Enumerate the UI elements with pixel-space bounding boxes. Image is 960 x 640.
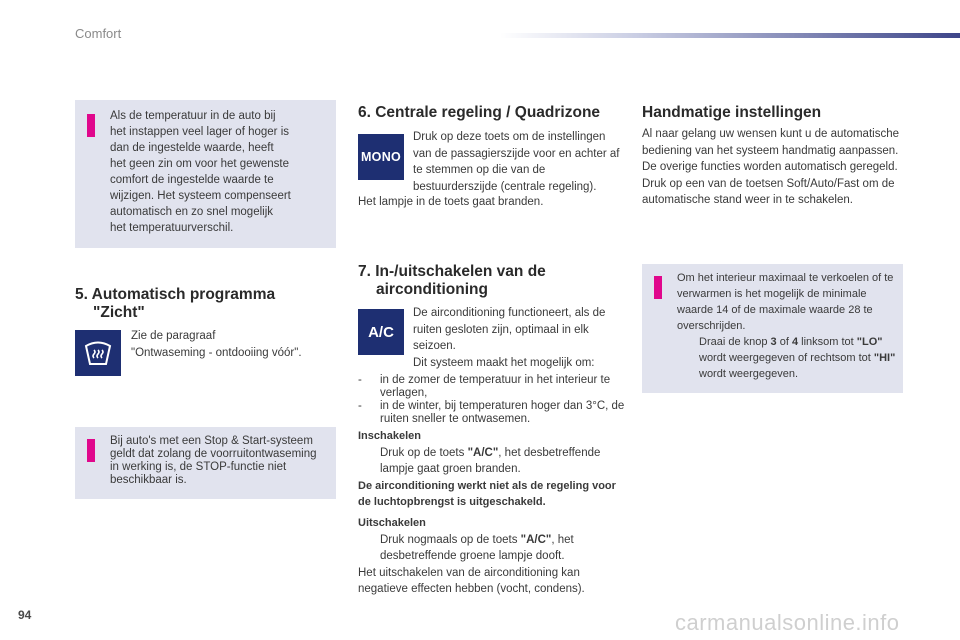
note-lo-hi (677, 270, 899, 382)
section-5-title (75, 286, 335, 322)
info-icon (87, 439, 95, 462)
defrost-button-icon (75, 330, 121, 376)
section-6-lamp-text: Het lampje in de toets gaat branden. (358, 196, 544, 208)
ac-usage-list (358, 374, 626, 426)
step-arrow-icon (358, 445, 380, 478)
section-5-text-line2: "Ontwaseming - ontdooiing vóór". (131, 346, 302, 359)
switch-on-block (358, 428, 626, 511)
section-5-text (131, 328, 336, 361)
page-number: 94 (18, 608, 32, 622)
switch-off-step-text: Druk nogmaals op de toets "A/C", het desbetreffende groene lampje dooft. (380, 533, 574, 562)
section-5-text-line1: Zie de paragraaf (131, 330, 216, 342)
manual-settings-text-1: Al naar gelang uw wensen kunt u de automatische bediening van het systeem handmatig aanpassen. De overige functies worden automatisch geregeld. (642, 128, 899, 173)
section-6-title: 6. Centrale regeling / Quadrizone (358, 104, 601, 121)
section-7-text-2: Dit systeem maakt het mogelijk om: (413, 356, 595, 369)
mono-button-icon (358, 134, 404, 180)
switch-on-step-text: Druk op de toets "A/C", het desbetreffende lampje gaat groen branden. (380, 446, 601, 475)
note-stop-start-text: Bij auto's met een Stop & Start-systeem geldt dat zolang de voorruitontwaseming in werking is, de STOP-functie niet beschikbaar is. (110, 435, 317, 486)
key-ac: "A/C" (467, 446, 499, 459)
ac-usage-winter-text: in de winter, bij temperaturen hoger dan 3°C, de ruiten sneller te ontwasemen. (380, 400, 625, 425)
dash-marker: - (358, 400, 362, 412)
section-7-title-line1: 7. In-/uitschakelen van de (358, 263, 546, 280)
info-box-stop-start (75, 427, 336, 499)
note-lo-hi-step (677, 334, 899, 382)
switch-off-text: Het uitschakelen van de airconditioning kan negatieve effecten hebben (vocht, condens). (358, 566, 585, 595)
dash-marker: - (358, 374, 362, 386)
section-6-text: Druk op deze toets om de instellingen van de passagierszijde voor en achter af te stemmen op die van de bestuurderszijde (centrale regeling). (413, 131, 620, 193)
key-ac: "A/C" (520, 533, 552, 546)
section-5-title-line1: 5. Automatisch programma (75, 286, 276, 303)
step-arrow-icon (358, 532, 380, 565)
ac-usage-item-winter (358, 400, 626, 426)
section-7-text (413, 305, 623, 371)
manual-settings-title: Handmatige instellingen (642, 104, 822, 121)
section-label: Comfort (75, 26, 122, 41)
info-icon (87, 114, 95, 137)
ac-button-icon (358, 309, 404, 355)
info-box-temperature (75, 100, 336, 248)
section-7-title (358, 263, 628, 299)
ac-usage-item-summer (358, 374, 626, 400)
manual-settings-text (642, 126, 904, 209)
info-icon (654, 276, 662, 299)
switch-off-step (358, 532, 626, 565)
section-7-title-line2: airconditioning (376, 281, 488, 298)
switch-on-heading: Inschakelen (358, 430, 421, 442)
section-7-text-1: De airconditioning functioneert, als de ruiten gesloten zijn, optimaal in elk seizoen. (413, 307, 606, 352)
manual-settings-text-2: Druk op een van de toetsen Soft/Auto/Fast om de automatische stand weer in te schakelen. (642, 177, 895, 206)
switch-off-block (358, 515, 626, 598)
info-box-lo-hi (642, 264, 903, 393)
section-5-title-line2: "Zicht" (93, 304, 145, 321)
switch-on-step (358, 445, 626, 478)
watermark: carmanualsonline.info (675, 610, 900, 635)
note-temperature-text: Als de temperatuur in de auto bij het instappen veel lager of hoger is dan de ingestelde waarde, heeft het geen zin om voor het gewenste comfort de ingestelde waarde te wijzigen. Het systeem compenseert automatisch en zo snel mogelijk het temperatuurverschil. (110, 110, 291, 234)
mono-label: MONO (360, 150, 402, 164)
note-lo-hi-step-text: Draai de knop 3 of 4 linksom tot "LO" wordt weergegeven of rechtsom tot "HI" wordt weergegeven. (699, 336, 896, 380)
windscreen-defrost-icon (83, 340, 113, 366)
switch-off-heading: Uitschakelen (358, 517, 426, 529)
switch-on-warning: De airconditioning werkt niet als de regeling voor de luchtopbrengst is uitgeschakeld. (358, 479, 616, 508)
ac-usage-summer-text: in de zomer de temperatuur in het interieur te verlagen, (380, 374, 611, 399)
header-bar (500, 33, 960, 38)
step-arrow-icon (677, 334, 699, 382)
note-lo-hi-text: Om het interieur maximaal te verkoelen of te verwarmen is het mogelijk de minimale waarde 14 of de maximale waarde 28 te overschrijden. (677, 272, 894, 332)
ac-label: A/C (368, 323, 394, 341)
